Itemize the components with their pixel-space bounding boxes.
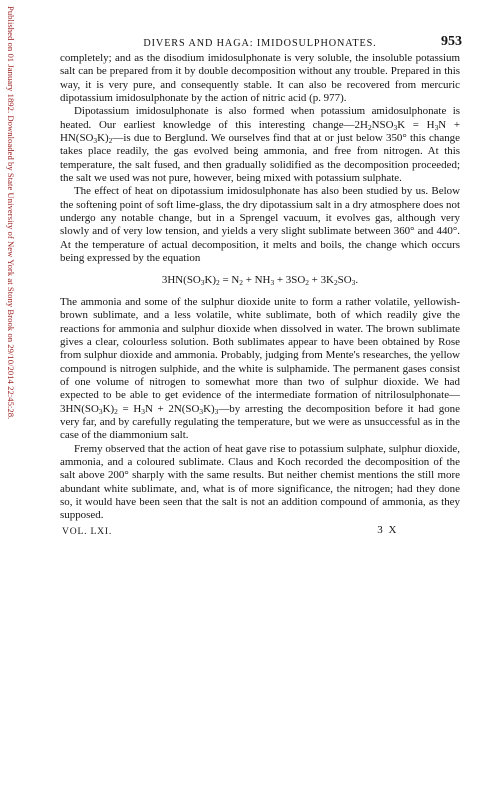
paragraph-2: Dipotassium imidosulphonate is also formed when potassium amidosulphonate is heated. Our earliest knowledge of this interesting $change—2H_2NSO_3K = H_3N$ + $HN(SO_3K)_2—is$ due to Berglund. We ourselves find that at or just below 350° this change takes place readily, the gas evolved being ammonia, and free from nitrogen. At this temperature, the salt fused, and then gradually solidified as the decomposition proceeded; the salt we used was not pure, however, being mixed with potassium sulphate. [60,105,461,185]
paragraph-3: The effect of heat on dipotassium imidosulphonate has also been studied by us. Below the softening point of soft lime-glass, the dry dipotassium salt in a dry atmosphere does not undergo any notable change, but in a Sprengel vacuum, it evolves gas, although very slowly and of very low tension, and yields a very slight sublimate between 360° and 440°. At the temperature of actual decomposition, it melts and boils, the change which occurs being expressed by the equation [60,185,460,265]
page-number: 953 [441,34,462,49]
running-title: DIVERS AND HAGA: IMIDOSULPHONATES. [143,38,377,49]
signature-mark: 3 X [377,523,398,536]
volume-label: VOL. LXI. [62,525,113,537]
running-header [60,34,460,52]
download-watermark [4,6,18,546]
paragraph-4: The ammonia and some of the sulphur dioxide unite to form a rather volatile, yellowish-brown sublimate, and a less volatile, white sublimate, both of which readily give the reactions for ammonia and sulphur dioxide when dissolved in water. The brown sublimate gives a clear, colourless solution. Both sublimates appear to have been obtained by Rose from sulphur dioxide and ammonia. Probably, judging from Mente's researches, the yellow compound is nitrogen sulphide, and the white is sulphamide. The permanent gases consist of one volume of nitrogen to somewhat more than two of sulphur dioxide. We had expected to be able to get evidence of the intermediate formation of $nitrilosulphonate—3HN(SO_3K)_2 = H_3N$ + $2N(SO_3K)_3—by$ arresting the decomposition before it had gone very far, and by carefully regulating the temperature, but we were as unsuccessful as in the case of the diammonium salt. [60,295,460,442]
page-footer [60,524,460,538]
journal-page [60,34,460,538]
download-watermark-text: Published on 01 January 1892. Downloaded by State University of New York at Stony Brook on 29/10/2014 22:45:28. [6,6,16,420]
paragraph-1: completely; and as the disodium imidosulphonate is very soluble, the insoluble potassium salt can be prepared from it by double decomposition without any trouble. Prepared in this way, it is very pure, and consequently stable. It can also be recovered from mercuric dipotassium imidosulphonate by the action of nitric acid (p. 977). [60,52,460,105]
decomposition-equation: $3HN(SO_3K)_2 = N_2 + NH_3 + 3SO_2 + 3K_2SO_3$. [161,273,359,287]
paragraph-5: Fremy observed that the action of heat gave rise to potassium sulphate, sulphur dioxide, ammonia, and a coloured sublimate. Claus and Koch recorded the decomposition of the salt above 200° sharply with the same results. But neither chemist mentions the still more abundant white sublimate, and, what is of more significance, the nitrogen; had they done so, it would have been seen that the salt is not an addition compound of ammonia, as they supposed. [60,442,460,522]
